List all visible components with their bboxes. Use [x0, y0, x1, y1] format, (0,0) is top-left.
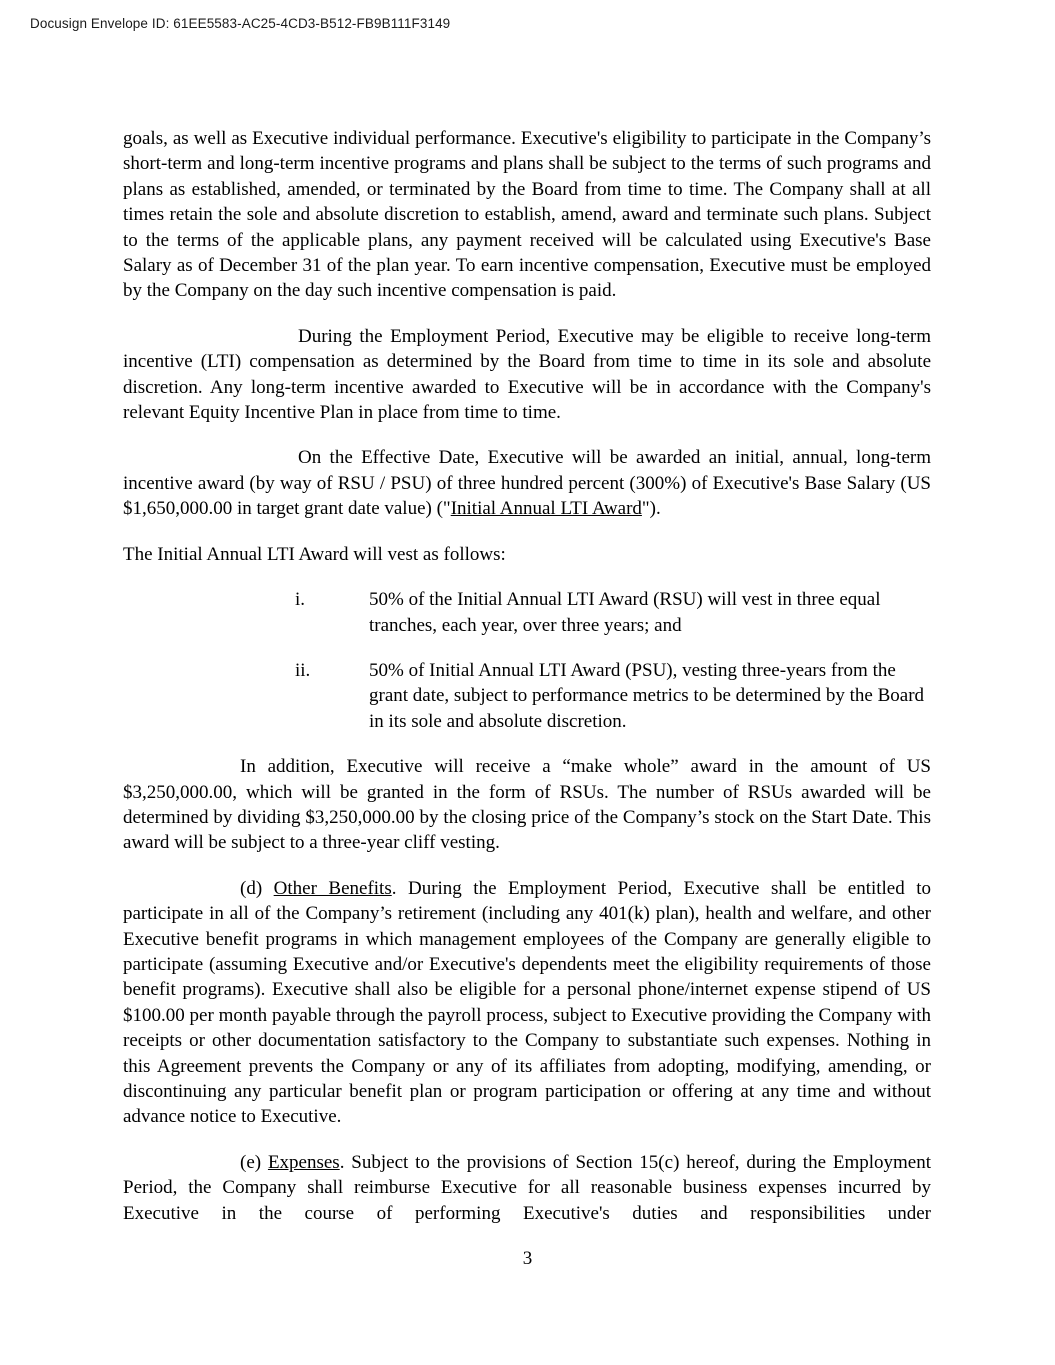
other-benefits-text: . During the Employment Period, Executive shall be entitled to participate in all of the Company’s retirement (including any 401(k) plan), health and welfare, and other Executive benefit programs in which management employees of the Company are generally eligible to participate (assuming Executive and/or Executive's dependents meet the eligibility requirements of those benefit programs). Executive shall also be eligible for a personal phone/internet expense stipend of US $100.00 per month payable through the payroll process, subject to Executive providing the Company with receipts or other documentation satisfactory to the Company to substantiate such expenses. Nothing in this Agreement prevents the Company or any of its affiliates from adopting, modifying, amending, or discontinuing any particular benefit plan or program participation or offering at any time and without advance notice to Executive. [123, 877, 932, 1128]
list-marker-ii: ii. [295, 659, 311, 681]
other-benefits-label: (d) [240, 877, 274, 899]
paragraph-text-after: "). [641, 498, 661, 520]
expenses-text: . Subject to the provisions of Section 15(c) hereof, during the Employment Period, the Company shall reimburse Executive for all reasonable business expenses incurred by Executive in the course of performing Executive's duties and responsibilities under [123, 1151, 931, 1224]
paragraph-lti-compensation: During the Employment Period, Executive may be eligible to receive long-term incentive (LTI) compensation as determined by the Board from time to time in its sole and absolute discretion. Any long-term incentive awarded to Executive will be in accordance with the Company's relevant Equity Incentive Plan in place from time to time. [123, 325, 931, 424]
paragraph-initial-annual-lti-award [123, 445, 931, 521]
list-text-rsu: 50% of the Initial Annual LTI Award (RSU) will vest in three equal tranches, each year, over three years; and [369, 589, 881, 636]
other-benefits-heading: Other Benefits [273, 877, 392, 899]
expenses-heading: Expenses [267, 1151, 340, 1173]
page-number: 3 [522, 1248, 533, 1269]
paragraph-vesting-intro: The Initial Annual LTI Award will vest as follows: [123, 543, 506, 565]
paragraph-make-whole-award: In addition, Executive will receive a “make whole” award in the amount of US $3,250,000.00, which will be granted in the form of RSUs. The number of RSUs awarded will be determined by dividing $3,250,000.00 by the closing price of the Company’s stock on the Start Date. This award will be subject to a three-year cliff vesting. [123, 756, 931, 854]
list-item-rsu-vesting [295, 587, 939, 638]
paragraph-incentive-compensation: goals, as well as Executive individual performance. Executive's eligibility to participate in the Company’s short-term and long-term incentive programs and plans shall be subject to the terms of such programs and plans as established, amended, or terminated by the Board from time to time. The Company shall at all times retain the sole and absolute discretion to establish, amend, award and terminate such plans. Subject to the terms of the applicable plans, any payment received will be calculated using Executive's Base Salary as of December 31 of the plan year. To earn incentive compensation, Executive must be employed by the Company on the day such incentive compensation is paid. [123, 128, 931, 302]
paragraph-text-before: On the Effective Date, Executive will be awarded an initial, annual, long-term incentive award (by way of RSU / PSU) of three hundred percent (300%) of Executive's Base Salary (US $1,650,000.00 in target grant date value) (" [123, 447, 931, 520]
list-marker-i: i. [295, 589, 306, 611]
initial-annual-lti-award-term: Initial Annual LTI Award [450, 498, 642, 520]
docusign-envelope-id: Docusign Envelope ID: 61EE5583-AC25-4CD3-B512-FB9B111F3149 [30, 16, 451, 31]
document-content [123, 126, 931, 1246]
paragraph-other-benefits [123, 876, 931, 1130]
paragraph-expenses [123, 1150, 931, 1226]
list-text-psu: 50% of Initial Annual LTI Award (PSU), vesting three-years from the grant date, subject to performance metrics to be determined by the Board in its sole and absolute discretion. [369, 659, 925, 732]
list-item-psu-vesting [295, 658, 939, 734]
expenses-label: (e) [240, 1151, 268, 1173]
